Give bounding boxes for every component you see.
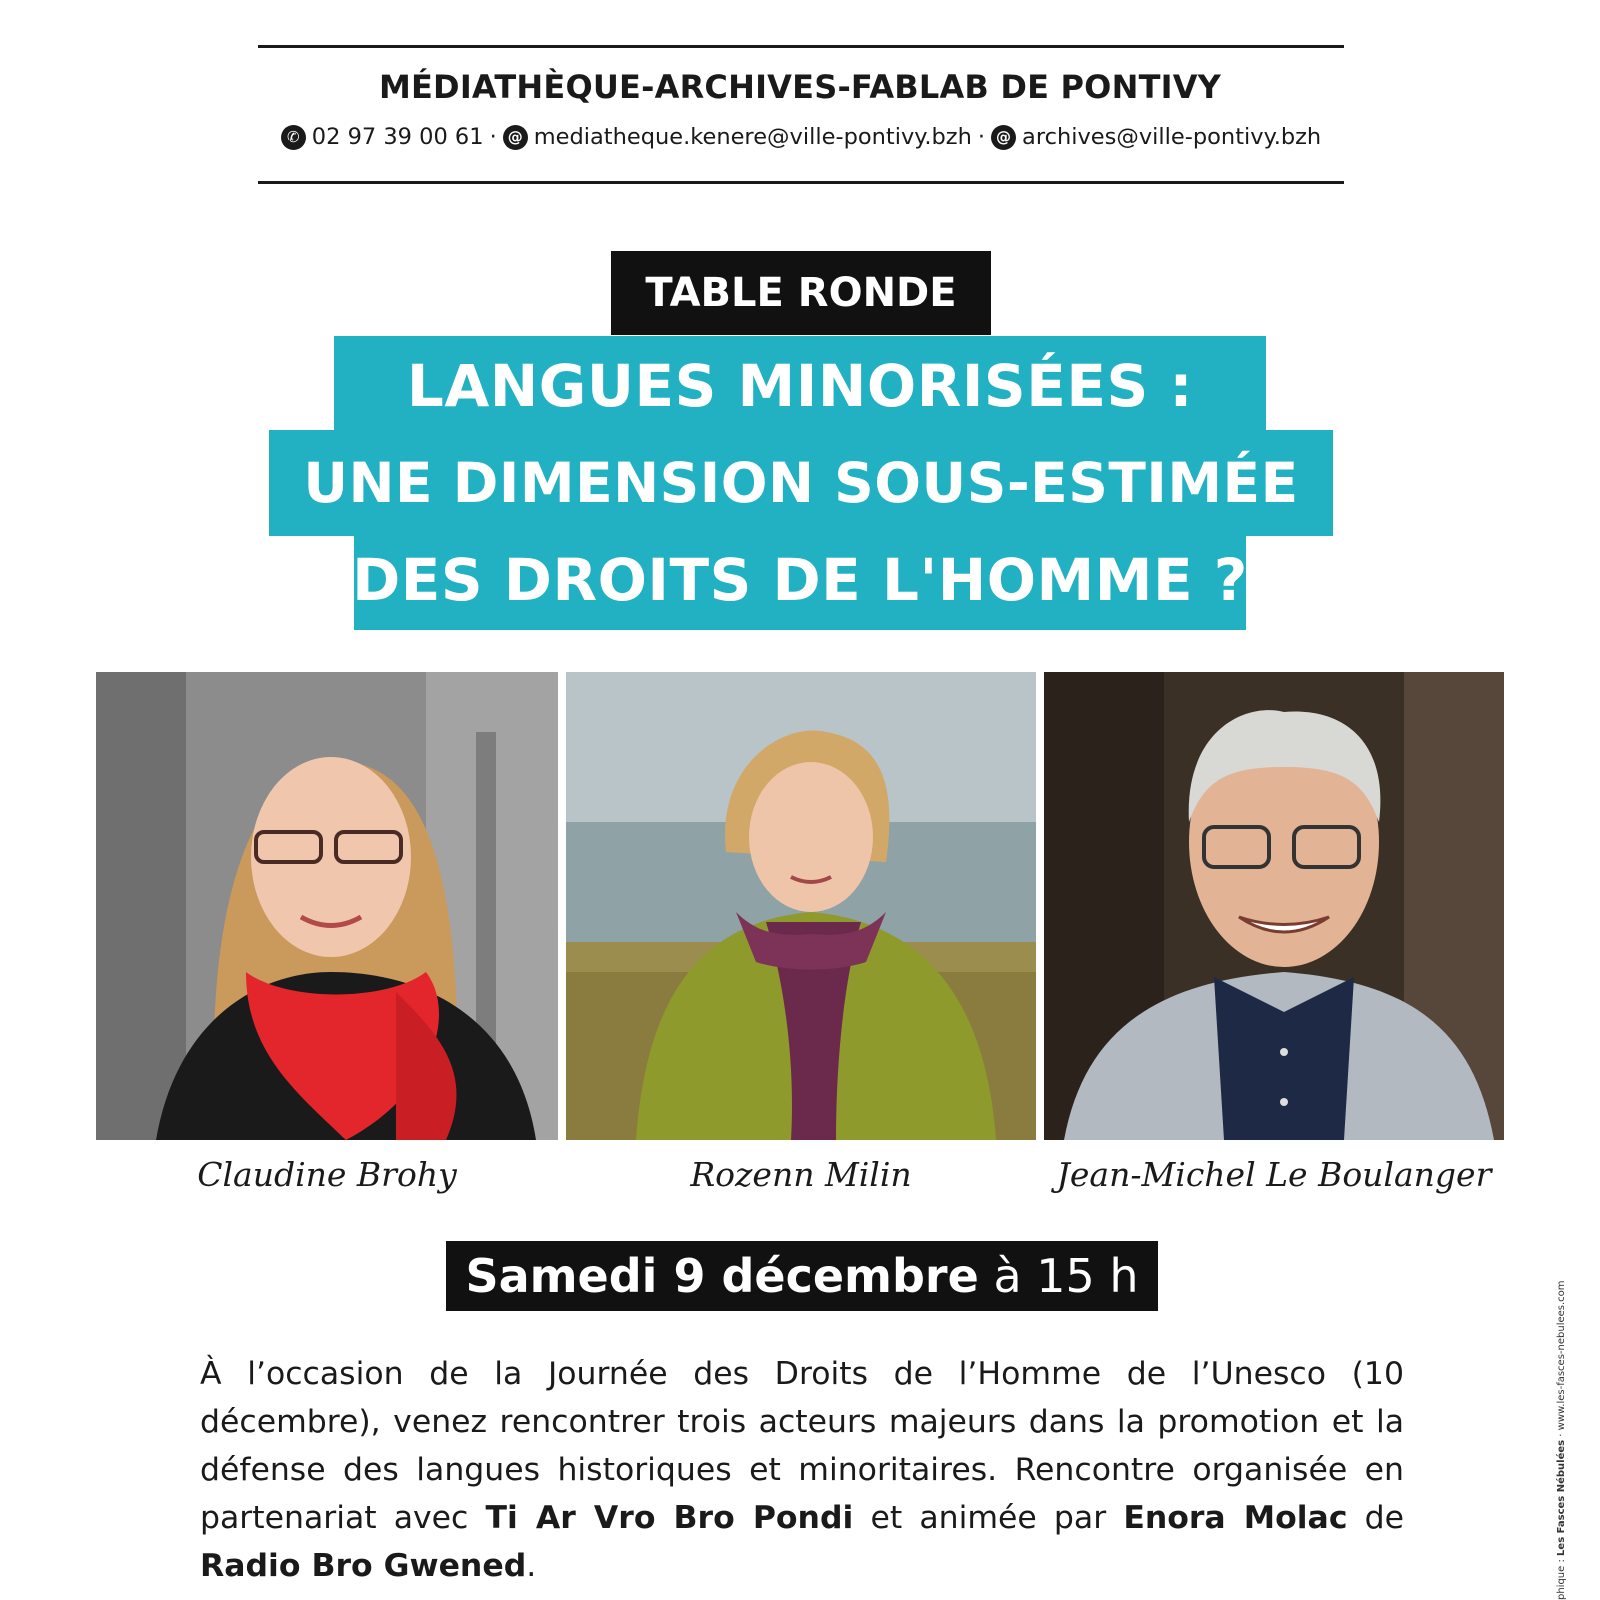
radio-name: Radio Bro Gwened (200, 1548, 527, 1584)
email-archives[interactable]: archives@ville-pontivy.bzh (1022, 124, 1322, 150)
host-name: Enora Molac (1123, 1500, 1348, 1536)
separator: · (977, 124, 986, 150)
description-de: de (1364, 1500, 1405, 1536)
description-end: . (526, 1548, 537, 1584)
speaker-name-1: Claudine Brohy (197, 1155, 457, 1194)
description-paragraph-1: À l’occasion de la Journée des Droits de l’Homme de l’Unesco (10 décembre), venez rencontrer trois acteurs majeurs dans la promotion et la défense des langues historiques et minoritaires. (200, 1356, 1404, 1488)
at-icon: @ (991, 125, 1016, 150)
event-time: à 15 h (993, 1249, 1139, 1303)
speaker-name-3: Jean-Michel Le Boulanger (1056, 1155, 1492, 1194)
partner-name: Ti Ar Vro Bro Pondi (485, 1500, 854, 1536)
event-date-badge (446, 1241, 1158, 1311)
organization-name: MÉDIATHÈQUE-ARCHIVES-FABLAB DE PONTIVY (378, 68, 1222, 106)
title-line-1: LANGUES MINORISÉES : (334, 336, 1266, 436)
contact-line (258, 124, 1344, 150)
phone-icon: ✆ (281, 125, 306, 150)
at-icon: @ (503, 125, 528, 150)
header-top-rule (258, 45, 1344, 48)
speaker-photo-jean-michel-le-boulanger (1044, 672, 1504, 1140)
phone-number[interactable]: 02 97 39 00 61 (311, 124, 484, 150)
separator: · (489, 124, 497, 150)
credit-studio: Les Fasces Nébulées (1556, 1439, 1567, 1556)
speaker-name-2: Rozenn Milin (690, 1155, 912, 1194)
event-description (200, 1350, 1404, 1590)
description-paragraph-2-mid: et animée par (870, 1500, 1107, 1536)
description-paragraph-2-start: Rencontre organisée en partenariat avec (200, 1452, 1404, 1536)
design-credit (1548, 1245, 1578, 1600)
title-line-3: DES DROITS DE L'HOMME ? (354, 530, 1246, 630)
credit-prefix: phique : (1556, 1559, 1567, 1600)
email-mediatheque[interactable]: mediatheque.kenere@ville-pontivy.bzh (533, 124, 972, 150)
title-line-2: UNE DIMENSION SOUS-ESTIMÉE (269, 430, 1333, 536)
event-date: Samedi 9 décembre (465, 1249, 979, 1303)
credit-url[interactable]: · www.les-fasces-nebulees.com (1556, 1280, 1567, 1437)
speaker-photo-rozenn-milin (566, 672, 1036, 1140)
speaker-photo-claudine-brohy (96, 672, 558, 1140)
event-type-label: TABLE RONDE (611, 251, 991, 335)
header-bottom-rule (258, 181, 1344, 184)
